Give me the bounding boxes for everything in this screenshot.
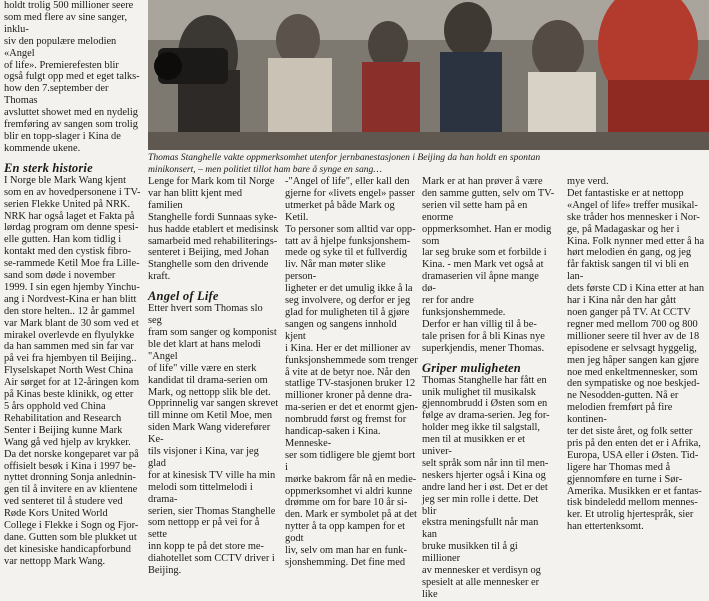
text-line: I Norge ble Mark Wang kjent [4, 174, 126, 186]
text-line: Da det norske kongeparet var på [4, 448, 139, 460]
text-line: ker. Et utrolig hjertespråk, sier [567, 509, 694, 521]
text-line: å vite at de betyr noe. Når den [285, 366, 411, 378]
text-line: kommende ukene. [4, 142, 81, 154]
text-line: ser som tidligere ble gjemt bort i [285, 449, 416, 473]
text-line: -"Angel of life", eller kall den [285, 176, 410, 187]
text-line: serien, sier Thomas Stanghelle [148, 505, 276, 517]
text-line: andre land her i øst. Det er det [422, 481, 548, 493]
article-column-5 [567, 176, 707, 533]
text-line: jeg ser min rolle i dette. Det blir [422, 493, 539, 517]
text-line: var Mark blant de 30 som ved et [4, 317, 139, 329]
text-line: hus hadde etablert et medisinsk [148, 223, 279, 235]
text-line: den store helten.. 12 år gammel [4, 305, 135, 317]
text-line: till minne om Ketil Moe, men [148, 410, 273, 422]
column-2-intro [148, 176, 279, 283]
text-line: se-rammede Ketil Moe fra Lille- [4, 258, 140, 270]
text-line: selt språk som når inn til men- [422, 457, 549, 469]
text-line: melodi som tittelmelodi i drama- [148, 481, 253, 505]
text-line: blir en topp-slager i Kina de [4, 130, 121, 142]
text-line: noe med enkeltmennesker, som [567, 366, 698, 378]
text-line: Mark, og nettopp slik ble det. [148, 386, 271, 398]
text-line: Lenge for Mark kom til Norge [148, 176, 275, 187]
photo-caption: Thomas Stanghelle vakte oppmerksomhet utenfor jernbanestasjonen i Beijing da han holdt en spontan minikonsert, – men politiet tillot ham bare å synge en sang… [148, 152, 541, 175]
text-line: Senter i Beijing kunne Mark [4, 424, 123, 436]
text-line: dramaserien vil åpne mange dø- [422, 271, 539, 295]
text-line: fremføring av sangen som trolig [4, 119, 138, 131]
text-line: ter det siste året, og folk setter [567, 426, 693, 438]
text-line: of life" ville være en sterk [148, 362, 257, 374]
text-line: Air sørget for at 12-åringen kom [4, 377, 140, 389]
text-line: men jeg håper sangen kan gjøre [567, 354, 699, 366]
text-line: Stanghelle som den drivende [148, 259, 269, 271]
text-line: unik mulighet til musikalsk [422, 386, 537, 398]
article-column-2 [148, 176, 279, 577]
column-4-intro [422, 176, 555, 355]
text-line: også fulgt opp med et eget talks- [4, 71, 140, 83]
text-line: har i Kina når den har gått [567, 295, 677, 307]
text-line: offisielt besøk i Kina i 1997 be- [4, 460, 136, 472]
text-line: Derfor er han villig til å be- [422, 318, 537, 330]
text-line: Flyselskapet North West China [4, 365, 134, 377]
text-line: gjennombrudd i Østen som en [422, 398, 548, 410]
text-line: nombrudd først og fremst for [285, 414, 407, 426]
text-line: den sympatiske og noe beskjed- [567, 378, 700, 390]
text-line: ligheter er det umulig ikke å la [285, 283, 413, 295]
text-line: To personer som alltid var opp- [285, 223, 416, 235]
text-line: han ettertenksomt. [567, 521, 644, 533]
text-line: Beijing. [148, 565, 182, 577]
text-line: sangen og sangens innhold kjent [285, 318, 397, 342]
text-line: gjennomføre en turne i Sør- [567, 473, 683, 485]
text-line: senteret i Beijing, med Johan [148, 247, 269, 259]
text-line: tils visjoner i Kina, var jeg glad [148, 446, 259, 469]
text-line: dane. Gutten som ble plukket ut [4, 531, 137, 543]
text-line: Stanghelle fordi Sunnaas syke- [148, 211, 277, 223]
text-line: «Angel of life» treffer musikal- [567, 199, 698, 211]
text-line: Kina. Folk nynner med etter å ha [567, 235, 705, 247]
column-1-body [4, 175, 144, 568]
article-column-1 [4, 0, 144, 567]
text-line: hørt melodien én gang, og jeg [567, 247, 692, 259]
text-line: nyttet dronning Sonja anlednin- [4, 472, 136, 484]
text-line: sjonshemming. Det fine med [285, 557, 406, 568]
text-line: ge, på Madagaskar og her i [567, 223, 680, 235]
text-line: ble det klart at hans melodi "Angel [148, 338, 261, 362]
text-line: Wang gå ved hjelp av krykker. [4, 436, 131, 448]
text-line: som med flere av sine sanger, inklu- [4, 11, 128, 35]
text-line: 5 års opphold ved China [4, 401, 106, 412]
text-line: episodene er selvsagt hyggelig, [567, 342, 697, 354]
text-line: millioner kroner på denne dra- [285, 390, 412, 402]
text-line: for at kinesisk TV ville ha min [148, 469, 276, 481]
text-line: bruke musikken til å gi millioner [422, 541, 518, 565]
concert-photo [148, 0, 709, 150]
text-line: Det fantastiske er at nettopp [567, 187, 684, 199]
text-line: liv, selv om man har en funk- [285, 545, 407, 557]
text-line: superkjendis, mener Thomas. [422, 342, 545, 354]
text-line: inn kopp te på det store me- [148, 541, 264, 553]
text-line: of life». Premierefesten blir [4, 59, 119, 71]
text-line: diahotellet som CCTV driver i [148, 553, 275, 565]
text-line: millioner seere til hver av de 18 [567, 330, 700, 342]
text-line: oppmerksomhet vi aldri kunne [285, 485, 413, 497]
column-2-body [148, 303, 279, 577]
text-line: rer for andre funksjonshemmede. [422, 295, 506, 318]
text-line: den. Mark er symbolet på at det [285, 509, 417, 521]
text-line: neskers hjerter også i Kina og [422, 469, 546, 481]
text-line: ne Nesodden-gutten. Nå er [567, 390, 679, 402]
text-line: ang i Nordvest-Kina er han blitt [4, 293, 137, 305]
text-line: statlige TV-stasjonen bruker 12 [285, 378, 416, 390]
text-line: noen ganger på TV. At CCTV [567, 306, 691, 318]
text-line: da han sammen med sin far var [4, 341, 134, 353]
crowd-photo-illustration [148, 0, 709, 150]
column-1-intro [4, 0, 144, 155]
text-line: den samme gutten, selv om TV- [422, 187, 555, 199]
text-line: 1999. I sin egen hjemby Yinchu- [4, 281, 140, 293]
text-line: serien Flekke United på NRK. [4, 198, 131, 210]
text-line: kontakt med den cystisk fibro- [4, 246, 131, 258]
column-3-body [285, 176, 418, 569]
text-line: mørke bakrom får nå en medie- [285, 473, 417, 485]
text-line: som nettopp er på vei for å sette [148, 517, 260, 541]
text-line: var han blitt kjent med familien [148, 187, 243, 211]
text-line: ma-serien er det et enormt gjen- [285, 402, 418, 414]
text-line: regner med mellom 700 og 800 [567, 318, 698, 330]
subheading-en-sterk-historie: En sterk historie [4, 160, 93, 175]
column-4-body [422, 375, 555, 601]
text-line: holder meg ikke til salgstall, [422, 422, 541, 434]
column-5-body [567, 176, 707, 533]
text-line: lørdag program om denne spesi- [4, 222, 139, 234]
text-line: tale prisen for å bli Kinas nye [422, 330, 545, 342]
text-line: kandidat til drama-serien om [148, 374, 268, 386]
text-line: holdt trolig 500 millioner seere [4, 0, 134, 11]
text-line: avsluttet showet med en nydelig [4, 107, 138, 119]
text-line: serien vil sette ham på en enorme [422, 199, 528, 223]
article-column-4 [422, 176, 555, 600]
text-line: ekstra meningsfullt når man kan [422, 517, 539, 541]
text-line: av mennesker et verdisyn og [422, 565, 541, 577]
text-line: ligere har Thomas med å [567, 461, 671, 473]
text-line: som en av hovedpersonene i TV- [4, 186, 141, 198]
text-line: mirakel overlevde en flyulykke [4, 329, 135, 341]
text-line: tisk bindeledd mellom mennes- [567, 497, 698, 509]
text-line: sand som døde i november [4, 270, 116, 282]
text-line: Rehabilitation and Research [4, 412, 122, 424]
text-line: mede og syke til et fullverdig [285, 247, 408, 259]
text-line: how den 7.september der Thomas [4, 83, 109, 107]
text-line: mye verd. [567, 176, 609, 187]
subheading-griper-muligheten: Griper muligheten [422, 360, 521, 375]
text-line: dets første CD i Kina etter at han [567, 283, 705, 295]
text-line: liv. Når man møter slike person- [285, 259, 386, 283]
text-line: melodien fremført på fire kontinen- [567, 402, 673, 426]
text-line: funksjonshemmede som trenger [285, 354, 418, 366]
text-line: glad for muligheten til å gjøre [285, 306, 410, 318]
text-line: følge av drama-serien. Jeg for- [422, 410, 550, 422]
text-line: nytter å ta opp kampen for et godt [285, 521, 406, 545]
text-line: det kinesiske handicapforbund [4, 543, 131, 555]
subheading-angel-of-life: Angel of Life [148, 289, 219, 304]
text-line: på vei fra hjembyen til Beijing.. [4, 353, 137, 365]
text-line: College i Flekke i Sogn og Fjor- [4, 520, 139, 532]
text-line: spesielt at alle mennesker er like [422, 577, 540, 600]
text-line: elle gutten. Han kom tidlig i [4, 234, 122, 246]
text-line: seg involvere, og derfor er jeg [285, 295, 411, 307]
text-line: pris på den enten det er i Afrika, [567, 437, 701, 449]
text-line: samarbeid med rehabiliterings- [148, 235, 278, 247]
text-line: utmerket på både Mark og Ketil. [285, 199, 395, 223]
text-line: Røde Kors United World [4, 508, 108, 520]
text-line: Opprinnelig var sangen skrevet [148, 398, 279, 410]
text-line: Kina. - men Mark vet også at [422, 259, 544, 271]
text-line: Thomas Stanghelle har fått en [422, 374, 547, 386]
text-line: Europa, USA eller i Østen. Tid- [567, 449, 699, 461]
text-line: gen til å invitere en av klientene [4, 484, 138, 496]
text-line: var nettopp Mark Wang. [4, 555, 106, 567]
text-line: Mark er at han prøver å være [422, 176, 543, 187]
text-line: drømme om for bare 10 år si- [285, 497, 408, 509]
text-line: i Kina. Her er det millioner av [285, 342, 411, 354]
text-line: oppmerksomhet. Han er modig som [422, 223, 552, 247]
text-line: fram som sanger og komponist [148, 326, 277, 338]
text-line: siv den populære melodien «Angel [4, 35, 117, 59]
text-line: ved senteret til å studere ved [4, 496, 123, 508]
text-line: ske tråder hos mennesker i Nor- [567, 211, 700, 223]
text-line: lar seg bruke som et forbilde i [422, 247, 547, 259]
text-line: tatt av å hjelpe funksjonshem- [285, 235, 411, 247]
article-column-3 [285, 176, 418, 568]
text-line: gjerne for «livets engel» passer [285, 187, 415, 199]
text-line: Amerika. Musikken er et fantas- [567, 485, 702, 497]
text-line: NRK har også laget et Fakta på [4, 210, 135, 222]
text-line: siden Mark Wang viderefører Ke- [148, 422, 271, 446]
text-line: på Kinas beste klinikk, og etter [4, 389, 134, 401]
text-line: kraft. [148, 271, 171, 283]
text-line: handicap-saken i Kina. Menneske- [285, 426, 381, 449]
text-line: får faktisk sangen til vi bli en lan- [567, 259, 689, 283]
text-line: Etter hvert som Thomas slo seg [148, 303, 263, 327]
text-line: men til at musikken er et univer- [422, 434, 526, 458]
